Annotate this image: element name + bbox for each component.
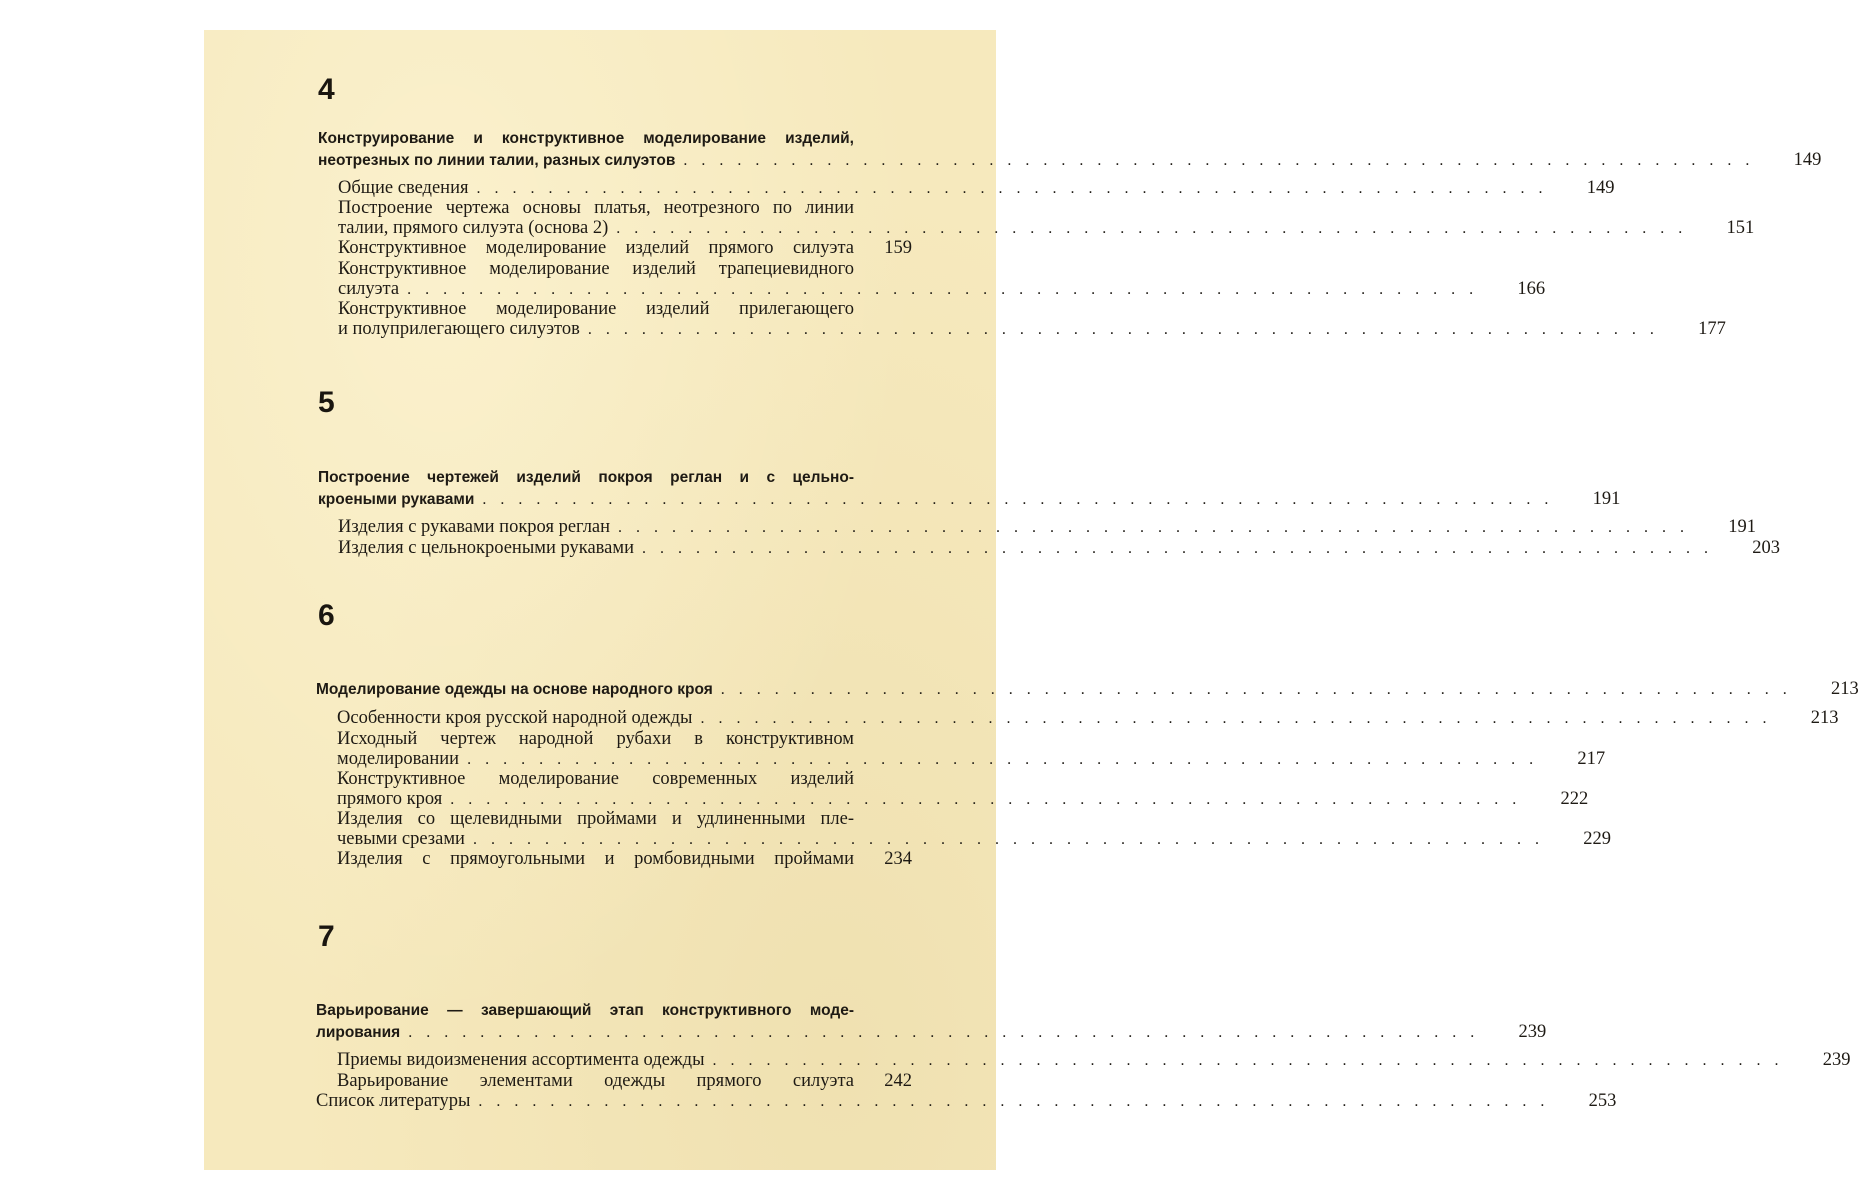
- page-number: 151: [1726, 218, 1755, 238]
- toc-entry-label: Конструктивное моделирование изделий трапециевидного: [338, 259, 854, 279]
- chapter-number: 7: [318, 920, 335, 953]
- chapter-title: [318, 468, 912, 488]
- toc-entry[interactable]: Особенности кроя русской народной одежды ............................................................ 213: [337, 708, 1839, 728]
- toc-entry[interactable]: чевыми срезами ............................................................ 229: [337, 829, 1611, 849]
- toc-entry-label: Приемы видоизменения ассортимента одежды: [337, 1050, 705, 1070]
- toc-entry-label: моделировании: [337, 749, 460, 769]
- toc-entry[interactable]: и полуприлегающего силуэтов ............................................................ 177: [338, 319, 1726, 339]
- page-number: 191: [1592, 489, 1621, 509]
- page-number: 242: [884, 1071, 912, 1091]
- toc-entry-label: Конструктивное моделирование изделий прямого силуэта: [338, 238, 854, 258]
- toc-entry[interactable]: Приемы видоизменения ассортимента одежды ............................................................ 239: [337, 1050, 1851, 1070]
- page-number: 239: [1518, 1022, 1547, 1042]
- toc-entry-label: Варьирование элементами одежды прямого силуэта: [337, 1071, 854, 1091]
- toc-entry-label: Конструктивное моделирование современных изделий: [337, 769, 854, 789]
- page-number: 217: [1577, 749, 1606, 769]
- toc-entry-label: Изделия со щелевидными проймами и удлиненными пле-: [337, 809, 854, 829]
- toc-entry-label: Изделия с рукавами покроя реглан: [338, 517, 611, 537]
- chapter-title-line: кроеными рукавами: [318, 491, 475, 508]
- toc-entry-label: прямого кроя: [337, 789, 443, 809]
- toc-entry-label: и полуприлегающего силуэтов: [338, 319, 580, 339]
- chapter-title-line: лирования: [316, 1024, 401, 1041]
- chapter-title-line: Моделирование одежды на основе народного кроя: [316, 681, 713, 698]
- toc-entry: [337, 769, 912, 789]
- toc-entry-label: Исходный чертеж народной рубахи в конструктивном: [337, 729, 854, 749]
- toc-entry[interactable]: Изделия с рукавами покроя реглан ............................................................ 191: [338, 517, 1757, 537]
- toc-entry-label: чевыми срезами: [337, 829, 465, 849]
- toc-entry[interactable]: [337, 849, 912, 869]
- toc-entry-label: Построение чертежа основы платья, неотрезного по линии: [338, 198, 854, 218]
- references-entry[interactable]: Список литературы ............................................................ 253: [316, 1091, 1617, 1111]
- chapter-number: 4: [318, 73, 335, 106]
- chapter-title-line: Конструирование и конструктивное моделирование изделий,: [318, 130, 854, 147]
- page-number: 222: [1560, 789, 1589, 809]
- chapter-title[interactable]: кроеными рукавами ............................................................ 191: [318, 489, 1621, 509]
- page-number: 213: [1810, 708, 1839, 728]
- toc-entry-label: Конструктивное моделирование изделий прилегающего: [338, 299, 854, 319]
- toc-entry[interactable]: Общие сведения ............................................................ 149: [338, 178, 1615, 198]
- chapter-number: 6: [318, 599, 335, 632]
- toc-entry: [338, 198, 912, 218]
- page-number: 191: [1728, 517, 1757, 537]
- page-number: 229: [1583, 829, 1611, 849]
- chapter-title[interactable]: Моделирование одежды на основе народного кроя ............................................................ 213: [316, 679, 1859, 699]
- toc-entry[interactable]: моделировании ............................................................ 217: [337, 749, 1606, 769]
- references-label: Список литературы: [316, 1091, 471, 1111]
- toc-entry: [337, 729, 912, 749]
- chapter-title-line: Варьирование — завершающий этап конструктивного моде-: [316, 1002, 854, 1019]
- page-number: 177: [1698, 319, 1726, 339]
- chapter-title: [318, 129, 912, 149]
- chapter-title-line: неотрезных по линии талии, разных силуэтов: [318, 152, 676, 169]
- toc-entry[interactable]: [337, 1071, 912, 1091]
- chapter-title-line: Построение чертежей изделий покроя реглан и с цельно-: [318, 469, 854, 486]
- chapter-title[interactable]: лирования ............................................................ 239: [316, 1022, 1547, 1042]
- toc-entry-label: Изделия с прямоугольными и ромбовидными проймами: [337, 849, 854, 869]
- page-number: 159: [884, 238, 912, 258]
- toc-entry: [338, 259, 912, 279]
- page-number: 166: [1517, 279, 1546, 299]
- chapter-number: 5: [318, 386, 335, 419]
- toc-entry: [338, 299, 912, 319]
- toc-entry[interactable]: Изделия с цельнокроеными рукавами ............................................................ 203: [338, 538, 1780, 558]
- chapter-title[interactable]: неотрезных по линии талии, разных силуэтов ............................................................ 149: [318, 150, 1822, 170]
- toc-entry-label: Изделия с цельнокроеными рукавами: [338, 538, 634, 558]
- page-number: 149: [1793, 150, 1822, 170]
- toc-entry[interactable]: силуэта ............................................................ 166: [338, 279, 1546, 299]
- toc-entry[interactable]: прямого кроя ............................................................ 222: [337, 789, 1589, 809]
- page-number: 213: [1831, 679, 1859, 699]
- toc-entry[interactable]: [338, 238, 912, 258]
- page-number: 203: [1752, 538, 1780, 558]
- toc-entry-label: талии, прямого силуэта (основа 2): [338, 218, 609, 238]
- toc-entry[interactable]: талии, прямого силуэта (основа 2) ............................................................ 151: [338, 218, 1755, 238]
- chapter-title: [316, 1001, 912, 1021]
- toc-entry-label: Особенности кроя русской народной одежды: [337, 708, 693, 728]
- toc-entry-label: силуэта: [338, 279, 400, 299]
- page-number: 149: [1586, 178, 1615, 198]
- toc-entry: [337, 809, 912, 829]
- page-number: 234: [884, 849, 912, 869]
- toc-entry-label: Общие сведения: [338, 178, 469, 198]
- page-number: 253: [1588, 1091, 1617, 1111]
- page-number: 239: [1822, 1050, 1851, 1070]
